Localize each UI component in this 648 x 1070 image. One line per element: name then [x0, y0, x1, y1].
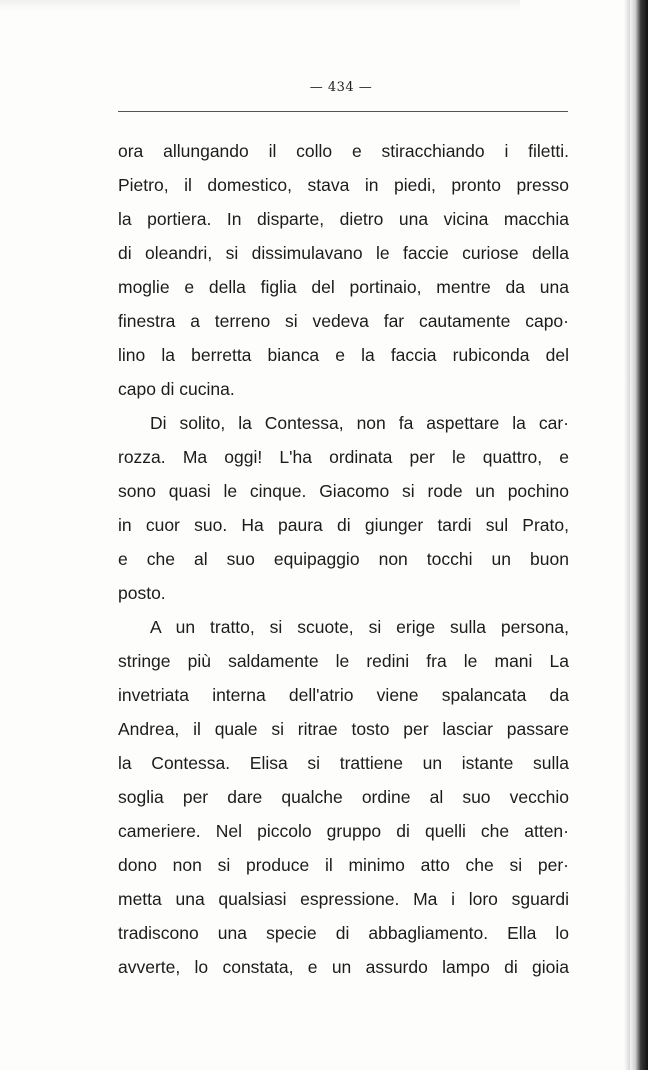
text-line: stringe più saldamente le redini fra le mani La — [118, 651, 569, 671]
text-line: ora allungando il collo e stiracchiando i filetti. — [118, 141, 569, 161]
text-line: invetriata interna dell'atrio viene spalancata da — [118, 685, 569, 705]
scan-shadow — [0, 0, 520, 10]
body-text — [118, 134, 569, 984]
text-line: Pietro, il domestico, stava in piedi, pronto presso — [118, 175, 569, 195]
text-line: capo di cucina. — [118, 379, 235, 399]
text-line: Di solito, la Contessa, non fa aspettare la car· — [150, 413, 569, 433]
text-line: soglia per dare qualche ordine al suo vecchio — [118, 787, 569, 807]
text-line: metta una qualsiasi espressione. Ma i loro sguardi — [118, 889, 569, 909]
text-line: finestra a terreno si vedeva far cautamente capo· — [118, 311, 569, 331]
text-line: la portiera. In disparte, dietro una vicina macchia — [118, 209, 569, 229]
text-line: A un tratto, si scuote, si erige sulla persona, — [150, 617, 569, 637]
text-line: la Contessa. Elisa si trattiene un istante sulla — [118, 753, 569, 773]
text-line: avverte, lo constata, e un assurdo lampo di gioia — [118, 957, 569, 977]
text-line: dono non si produce il minimo atto che si per· — [118, 855, 569, 875]
header-rule — [118, 111, 568, 112]
page-number: — 434 — — [309, 80, 373, 95]
text-line: moglie e della figlia del portinaio, mentre da una — [118, 277, 569, 297]
text-line: in cuor suo. Ha paura di giunger tardi sul Prato, — [118, 515, 569, 535]
text-line: tradiscono una specie di abbagliamento. Ella lo — [118, 923, 569, 943]
text-line: posto. — [118, 583, 166, 603]
text-line: rozza. Ma oggi! L'ha ordinata per le quattro, e — [118, 447, 569, 467]
text-line: cameriere. Nel piccolo gruppo di quelli che atten· — [118, 821, 569, 841]
text-line: sono quasi le cinque. Giacomo si rode un pochino — [118, 481, 569, 501]
text-line: e che al suo equipaggio non tocchi un buon — [118, 549, 569, 569]
text-line: di oleandri, si dissimulavano le faccie curiose della — [118, 243, 569, 263]
book-binding-edge — [630, 0, 648, 1070]
text-line: lino la berretta bianca e la faccia rubiconda del — [118, 345, 569, 365]
text-line: Andrea, il quale si ritrae tosto per lasciar passare — [118, 719, 569, 739]
